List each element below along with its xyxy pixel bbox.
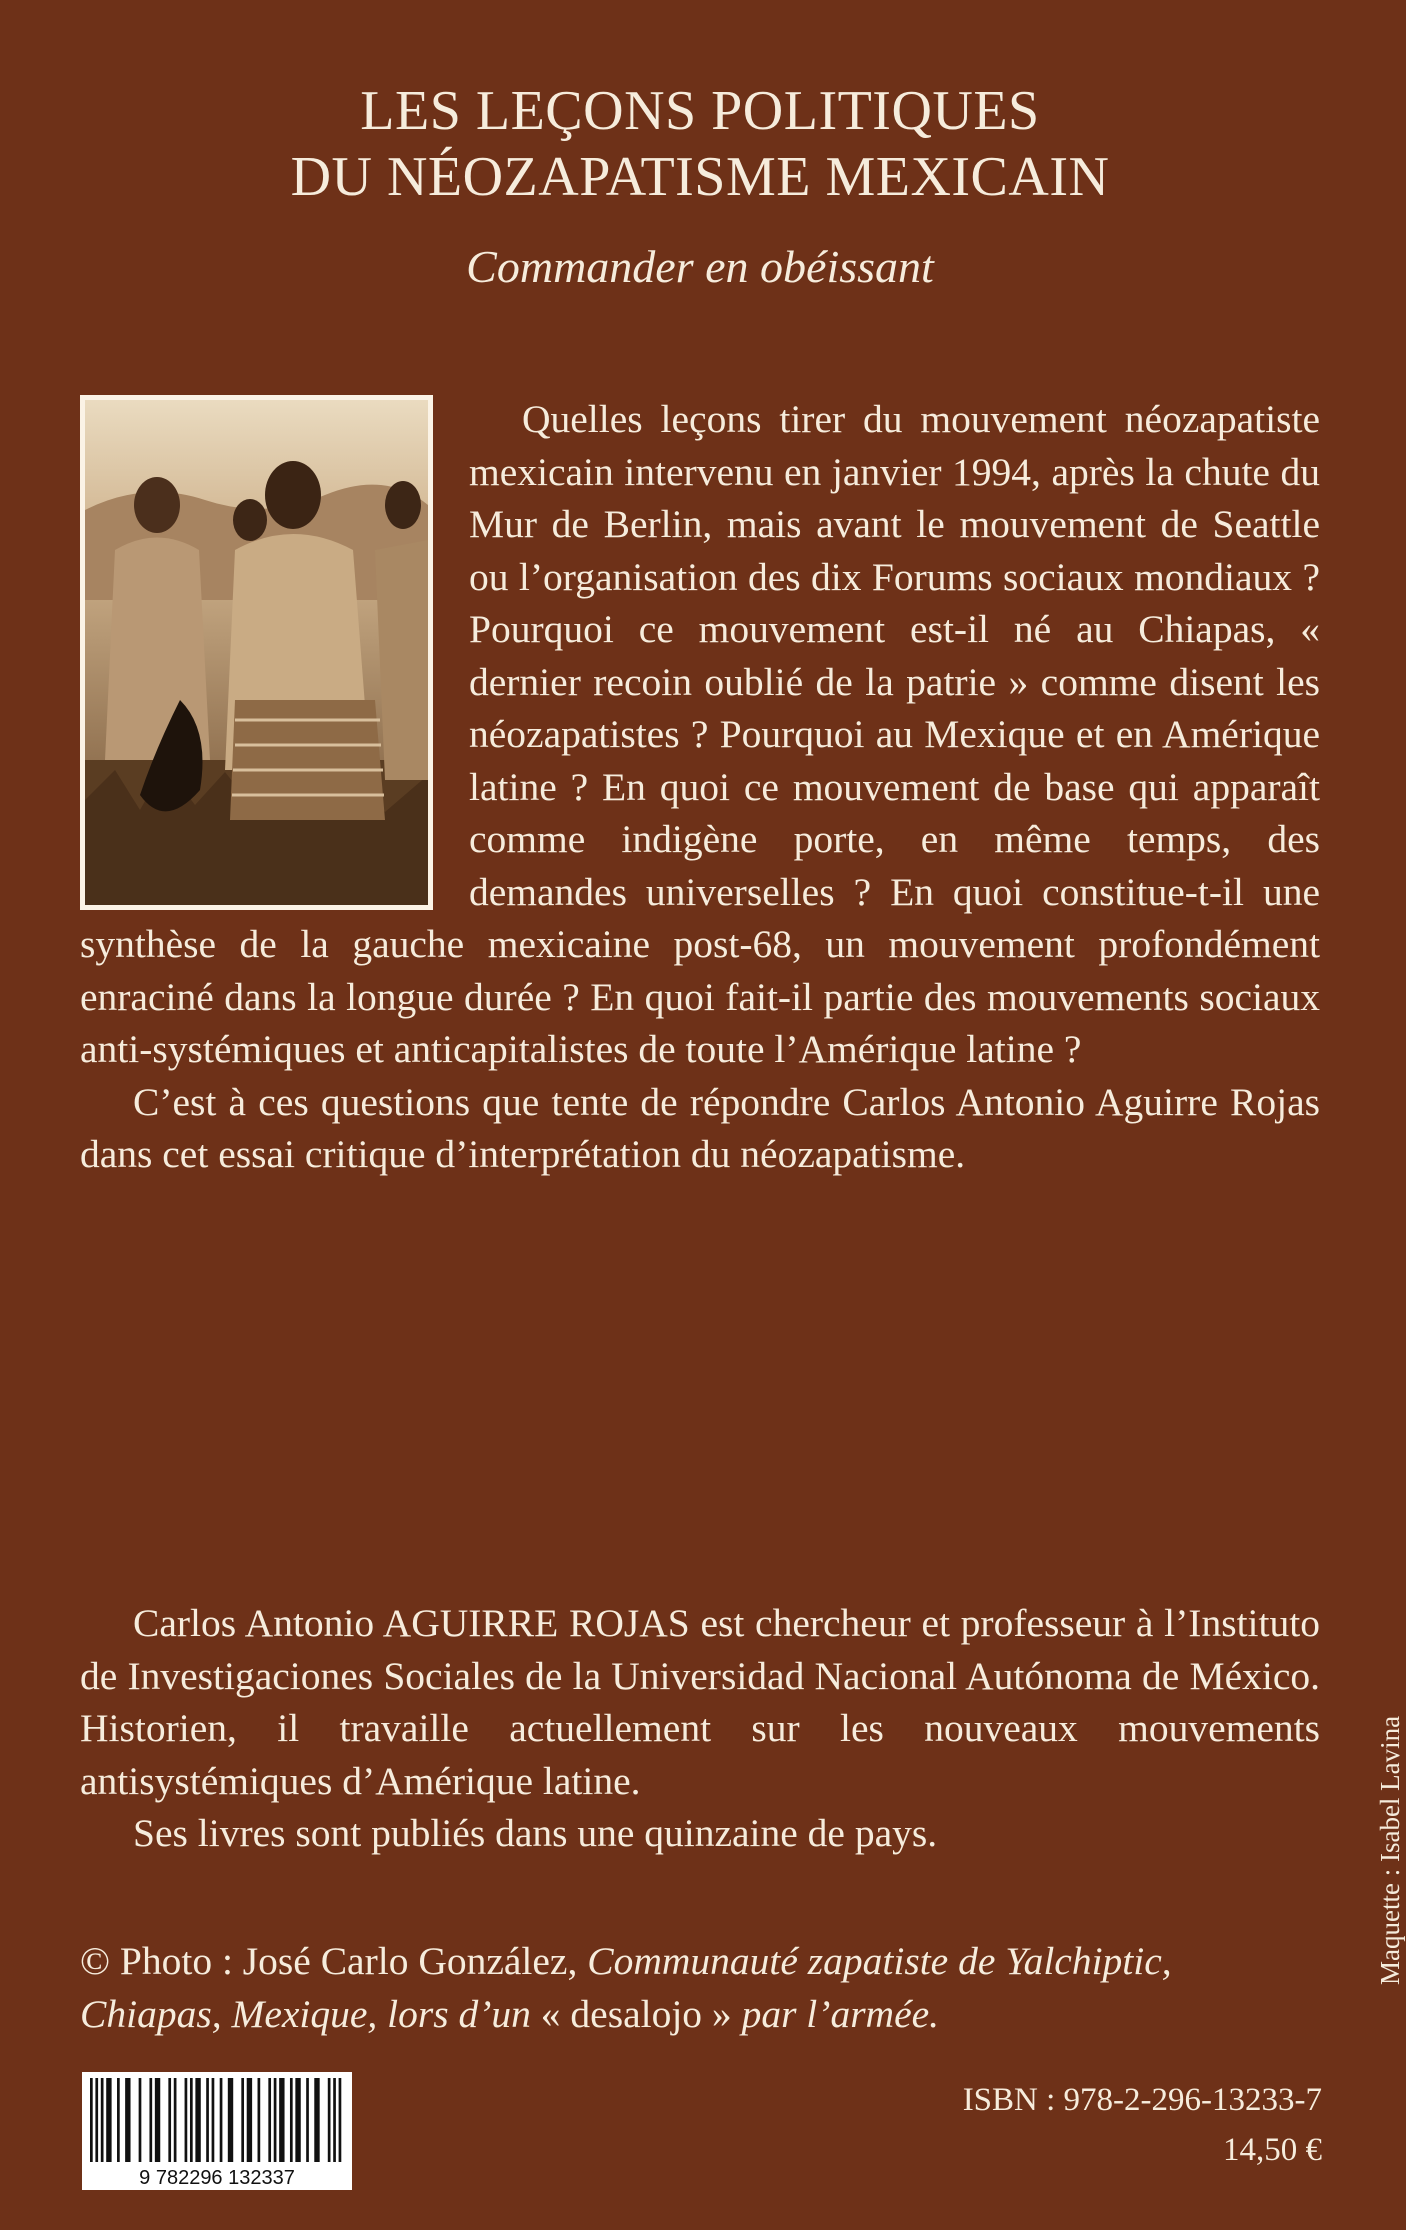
isbn-number: ISBN : 978-2-296-13233-7 [962,2082,1322,2118]
price: 14,50 € [1223,2132,1322,2168]
summary-paragraph-1: Quelles leçons tirer du mouvement néozapatiste mexicain intervenu en janvier 1994, après la chute du Mur de Berlin, mais avant le mouvement de Seattle ou l’organisation des dix Forums sociaux mondiaux ? Pourquoi ce mouvement est-il né au Chiapas, « dernier recoin oublié de la patrie » comme disent les néozapatistes ? Pourquoi au Mexique et en Amérique latine ? En quoi ce mouvement de base qui apparaît comme indigène porte, en même temps, des demandes universelles ? En quoi constitue-t-il une synthèse de la gauche mexicaine post-68, un mouvement profondément enraciné dans la longue durée ? En quoi fait-il partie des mouvements sociaux anti-systémiques et anticapitalistes de toute l’Amérique latine ? [80,397,1320,1071]
book-title [0,78,1400,210]
isbn-block [963,2075,1322,2175]
barcode-bar [117,2078,120,2162]
barcode-bar [185,2078,188,2162]
isbn-barcode [82,2072,352,2190]
barcode-bar [174,2078,177,2162]
barcode-bar [295,2078,300,2162]
barcode-bar [268,2078,271,2162]
barcode-bar [279,2078,284,2162]
barcode-bar [314,2078,319,2162]
barcode-digits: 9 782296 132337 [139,2167,295,2189]
title-line-2: DU NÉOZAPATISME MEXICAIN [290,146,1110,208]
designer-credit: Maquette : Isabel Lavina [1375,1715,1405,1985]
book-subtitle: Commander en obéissant [466,241,934,292]
photo-credit-quote: « desalojo » [530,1991,742,2036]
barcode-bar [333,2078,336,2162]
photo-credit-prefix: © Photo : José Carlo González, [80,1939,588,1983]
barcode-bar [106,2078,111,2162]
barcode-bar [90,2078,93,2162]
summary-paragraph-2: C’est à ces questions que tente de répondre Carlos Antonio Aguirre Rojas dans cet essai critique d’interprétation du néozapatisme. [80,1079,1320,1176]
barcode-bar [212,2078,215,2162]
barcode-bar [241,2078,244,2162]
barcode-bar [139,2078,142,2162]
barcode-bar [206,2078,209,2162]
barcode-bar [149,2078,152,2162]
author-bio-paragraph [80,1597,1320,1807]
summary-text [80,393,1320,1181]
barcode-bar [274,2078,277,2162]
barcode-bar [339,2078,342,2162]
photo-credit-caption: Communauté zapatiste de Yalchiptic, Chiapas, Mexique, lors d’un [80,1939,1172,2036]
author-bio-text: est chercheur et professeur à l’Instituto de Investigaciones Sociales de la Universidad Nacional Autónoma de México. Historien, il travaille actuellement sur les nouveaux mouvements antisystémiques d’Amérique latine. [80,1601,1320,1803]
barcode-bar [328,2078,331,2162]
author-name: Carlos Antonio AGUIRRE ROJAS [133,1601,690,1645]
barcode-bar [290,2078,293,2162]
barcode-graphic [82,2072,352,2190]
photo-credit [80,1935,1320,2040]
barcode-bar [190,2078,193,2162]
photo-wrap-spacer [80,393,435,913]
barcode-bar [247,2078,252,2162]
barcode-bar [306,2078,309,2162]
photo-credit-caption-end: par l’armée. [741,1991,940,2036]
barcode-bar [95,2078,98,2162]
barcode-bar [195,2078,200,2162]
barcode-bar [220,2078,223,2162]
author-books: Ses livres sont publiés dans une quinzaine de pays. [133,1811,938,1855]
barcode-bar [125,2078,130,2162]
barcode-bar [168,2078,171,2162]
barcode-bar [258,2078,261,2162]
author-bio [80,1597,1320,1860]
barcode-bar [101,2078,104,2162]
title-line-1: LES LEÇONS POLITIQUES [360,80,1040,142]
barcode-bar [228,2078,233,2162]
barcode-bar [155,2078,160,2162]
